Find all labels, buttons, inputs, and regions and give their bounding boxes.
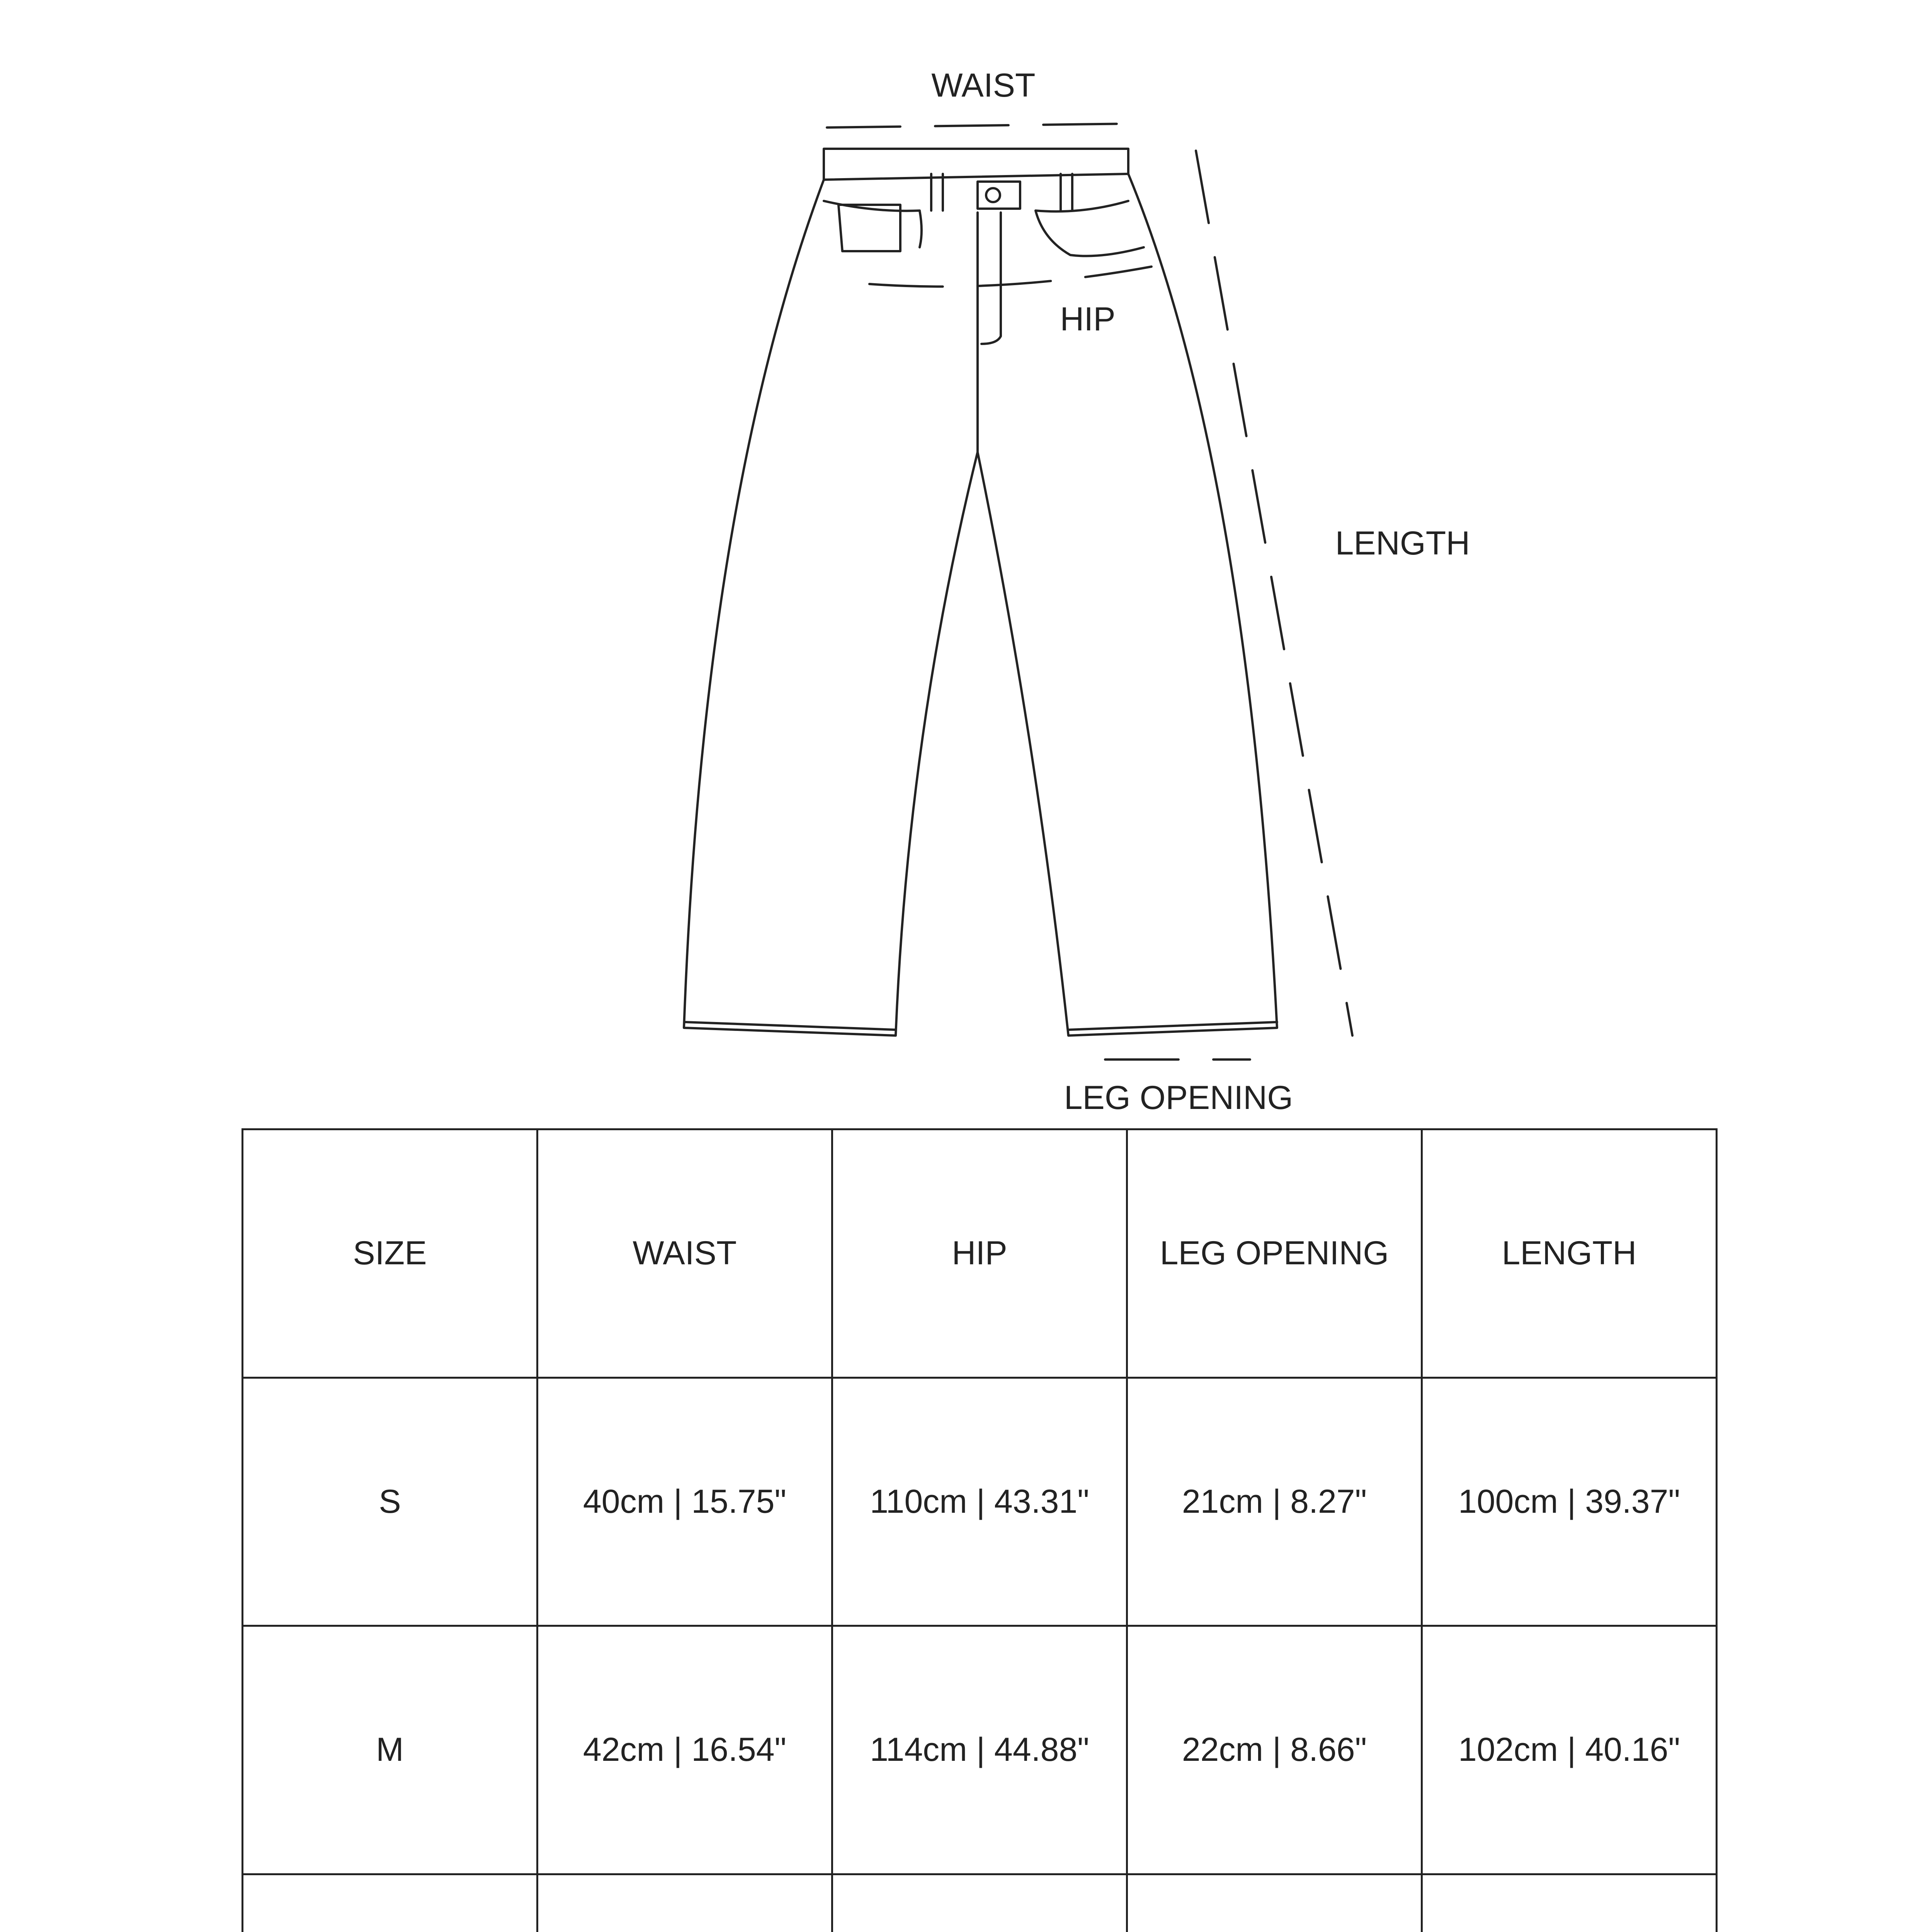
leg-opening-cell: 22cm | 8.66" xyxy=(1127,1626,1422,1874)
hip-cell: 110cm | 43.31" xyxy=(832,1378,1127,1626)
size-cell: M xyxy=(243,1626,537,1874)
table-header-row xyxy=(243,1129,1717,1378)
belt-loop-left xyxy=(931,174,943,211)
waist-cell: 40cm | 15.75" xyxy=(537,1378,832,1626)
table-row xyxy=(243,1626,1717,1874)
header-hip: HIP xyxy=(832,1129,1127,1378)
waist-cell xyxy=(537,1874,832,1932)
waist-label: WAIST xyxy=(931,67,1036,104)
leg-opening-label: LEG OPENING xyxy=(1064,1079,1293,1116)
size-cell xyxy=(243,1874,537,1932)
length-label: LENGTH xyxy=(1335,525,1470,562)
hip-cell: 114cm | 44.88" xyxy=(832,1626,1127,1874)
length-cell xyxy=(1422,1874,1717,1932)
leg-opening-cell xyxy=(1127,1874,1422,1932)
table-row xyxy=(243,1378,1717,1626)
length-measure-line xyxy=(1196,151,1352,1036)
fly-stitch xyxy=(981,213,1001,344)
belt-loop-right xyxy=(1061,174,1072,211)
hip-measure-line xyxy=(869,267,1151,287)
header-size: SIZE xyxy=(243,1129,537,1378)
size-chart-table xyxy=(242,1128,1718,1932)
waist-measure-line xyxy=(827,124,1130,128)
leg-opening-cell: 21cm | 8.27" xyxy=(1127,1378,1422,1626)
table-row xyxy=(243,1874,1717,1932)
button-icon xyxy=(986,188,1000,202)
waist-cell: 42cm | 16.54" xyxy=(537,1626,832,1874)
pocket-right xyxy=(1036,201,1144,256)
length-cell: 100cm | 39.37" xyxy=(1422,1378,1717,1626)
coin-pocket xyxy=(838,205,900,251)
hip-cell xyxy=(832,1874,1127,1932)
hip-label: HIP xyxy=(1060,301,1116,338)
length-cell: 102cm | 40.16" xyxy=(1422,1626,1717,1874)
pants-outline xyxy=(684,174,1277,1036)
header-leg-opening: LEG OPENING xyxy=(1127,1129,1422,1378)
header-length: LENGTH xyxy=(1422,1129,1717,1378)
size-cell: S xyxy=(243,1378,537,1626)
header-waist: WAIST xyxy=(537,1129,832,1378)
waistband xyxy=(824,149,1128,180)
